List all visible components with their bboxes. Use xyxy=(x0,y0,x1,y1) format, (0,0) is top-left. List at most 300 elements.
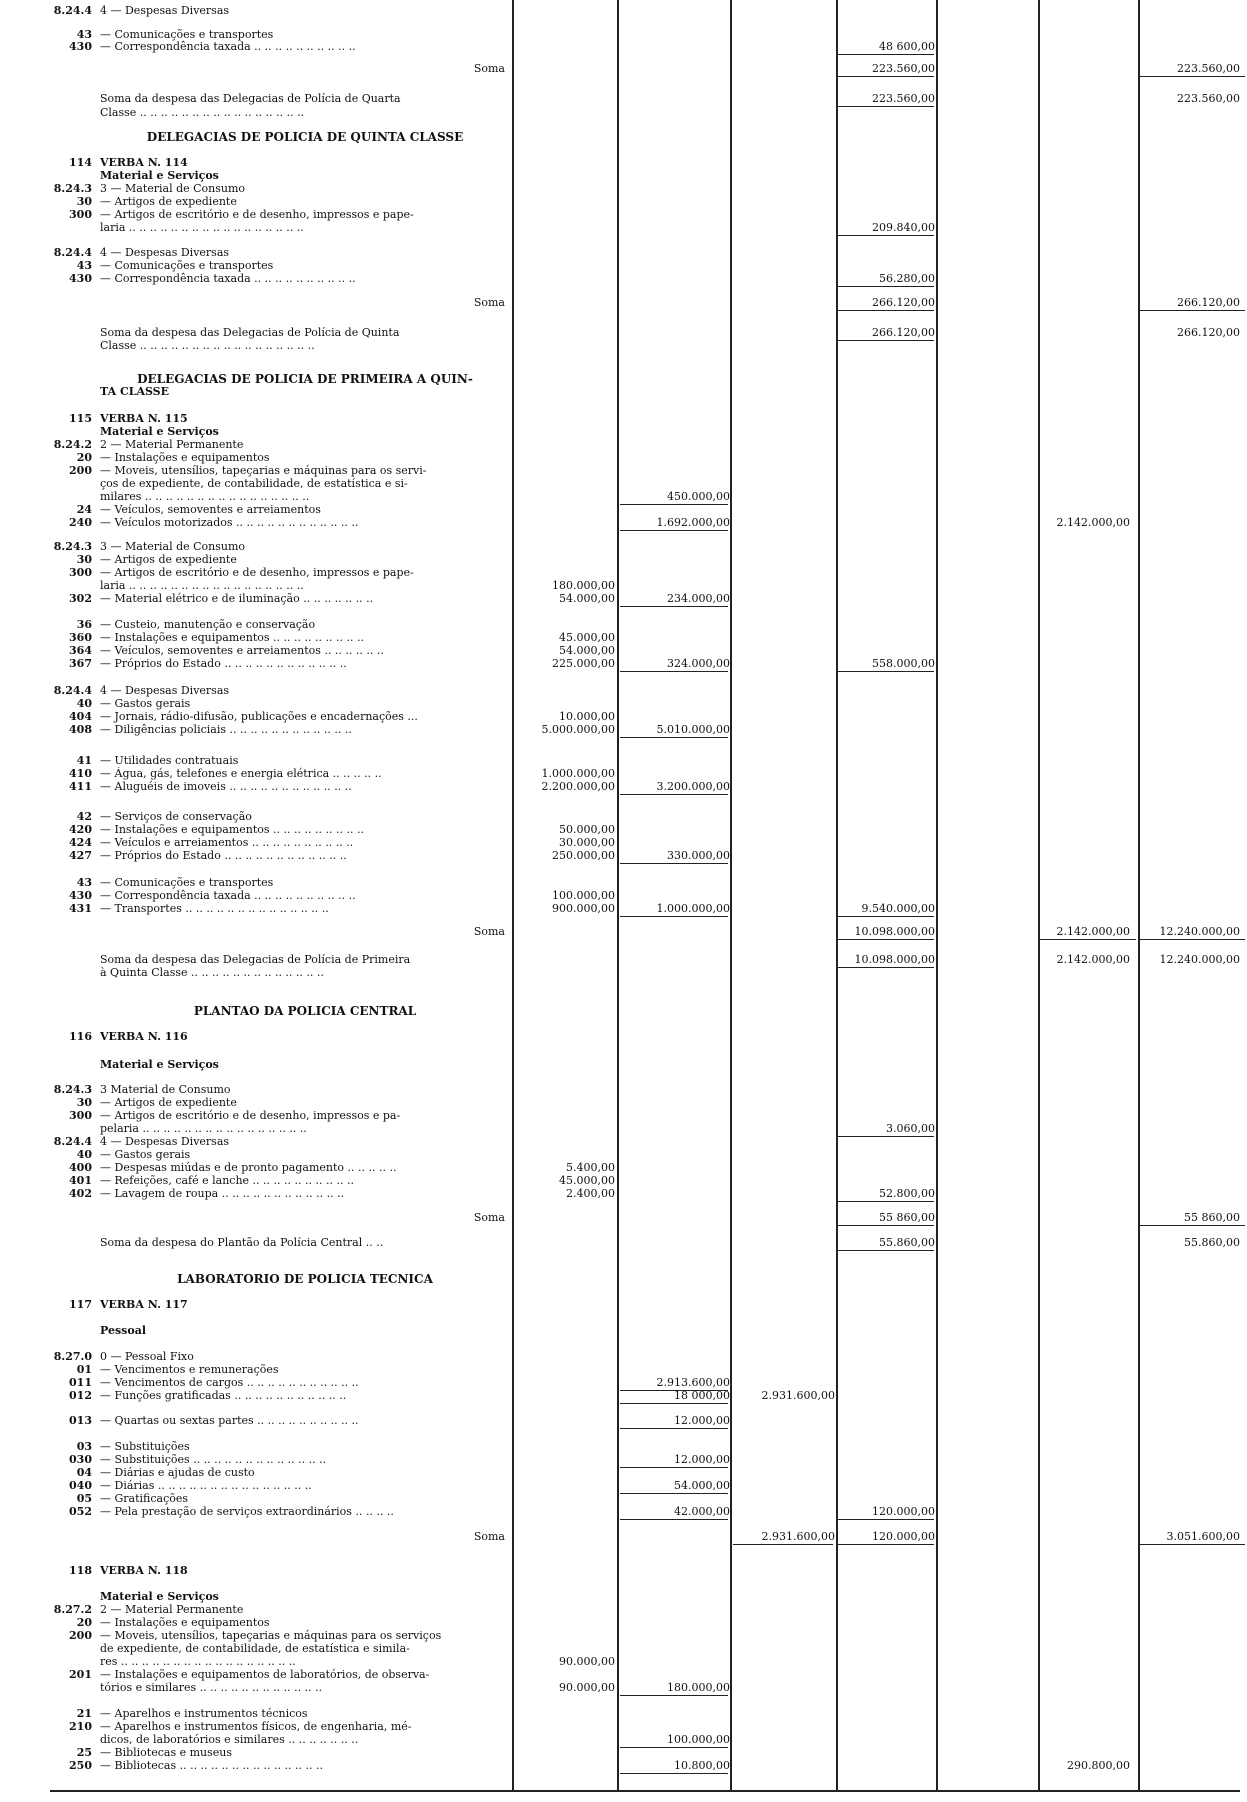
ledger-row xyxy=(0,1505,1247,1519)
item-description: — Artigos de escritório e de desenho, impressos e pape- xyxy=(100,566,414,579)
item-description: — Jornais, rádio-difusão, publicações e encadernações ... xyxy=(100,710,418,723)
ledger-row xyxy=(0,684,1247,698)
item-description: Material e Serviços xyxy=(100,425,219,438)
item-description: — Serviços de conservação xyxy=(100,810,252,823)
item-description: — Aluguéis de imoveis .. .. .. .. .. .. .. .. .. .. .. .. xyxy=(100,780,352,793)
item-code: 030 xyxy=(69,1453,92,1466)
item-description: 2 — Material Permanente xyxy=(100,1603,244,1616)
amount-col-4: 55 860,00 xyxy=(879,1211,935,1224)
ledger-row xyxy=(0,477,1247,491)
item-description: — Moveis, utensílios, tapeçarias e máquinas para os serviços xyxy=(100,1629,442,1642)
ledger-row xyxy=(0,503,1247,517)
ledger-row xyxy=(0,1733,1247,1747)
ledger-row xyxy=(0,657,1247,671)
item-code: 03 xyxy=(76,1440,92,1453)
ledger-row xyxy=(0,889,1247,903)
item-description: — Instalações e equipamentos xyxy=(100,451,270,464)
item-description: — Substituições xyxy=(100,1440,190,1453)
total-underline xyxy=(620,1773,728,1774)
ledger-row xyxy=(0,925,1247,939)
subtotal-label: Soma xyxy=(473,925,505,938)
amount-col-2: 180.000,00 xyxy=(667,1681,730,1694)
subtotal-label: Soma xyxy=(473,62,505,75)
item-description: — Diárias .. .. .. .. .. .. .. .. .. .. .. .. .. .. .. xyxy=(100,1479,312,1492)
item-description: — Comunicações e transportes xyxy=(100,28,274,41)
item-description: VERBA N. 114 xyxy=(100,156,188,169)
item-code: 300 xyxy=(69,566,92,579)
item-code: 116 xyxy=(69,1030,92,1043)
item-code: 430 xyxy=(69,272,92,285)
ledger-row xyxy=(0,106,1247,120)
item-code: 427 xyxy=(69,849,92,862)
ledger-row xyxy=(0,1414,1247,1428)
ledger-row xyxy=(0,1492,1247,1506)
item-code: 360 xyxy=(69,631,92,644)
item-description: — Próprios do Estado .. .. .. .. .. .. .. .. .. .. .. .. xyxy=(100,849,347,862)
ledger-row xyxy=(0,4,1247,18)
amount-col-2: 324.000,00 xyxy=(667,657,730,670)
ledger-row xyxy=(0,1109,1247,1123)
ledger-row xyxy=(0,644,1247,658)
item-code: 430 xyxy=(69,889,92,902)
item-description: — Água, gás, telefones e energia elétrica .. .. .. .. .. xyxy=(100,767,382,780)
amount-col-2: 5.010.000,00 xyxy=(656,723,730,736)
item-description: TA CLASSE xyxy=(100,385,170,398)
item-description: — Moveis, utensílios, tapeçarias e máquinas para os servi- xyxy=(100,464,427,477)
amount-col-4: 120.000,00 xyxy=(872,1505,935,1518)
item-code: 431 xyxy=(69,902,92,915)
total-underline xyxy=(838,310,934,311)
item-description: — Diligências policiais .. .. .. .. .. .. .. .. .. .. .. .. xyxy=(100,723,352,736)
ledger-row xyxy=(0,385,1247,399)
ledger-row xyxy=(0,1466,1247,1480)
item-description: — Aparelhos e instrumentos técnicos xyxy=(100,1707,308,1720)
item-description: — Veículos, semoventes e arreiamentos xyxy=(100,503,321,516)
ledger-row xyxy=(0,1211,1247,1225)
item-code: 250 xyxy=(69,1759,92,1772)
total-underline xyxy=(838,1519,934,1520)
amount-col-2: 330.000,00 xyxy=(667,849,730,862)
item-description: — Instalações e equipamentos .. .. .. .. .. .. .. .. .. xyxy=(100,823,364,836)
item-code: 401 xyxy=(69,1174,92,1187)
item-description: 4 — Despesas Diversas xyxy=(100,1135,230,1148)
item-code: 011 xyxy=(69,1376,92,1389)
item-description: — Quartas ou sextas partes .. .. .. .. .. .. .. .. .. .. xyxy=(100,1414,359,1427)
amount-col-4: 266.120,00 xyxy=(872,296,935,309)
ledger-row xyxy=(0,92,1247,106)
amount-col-5: 2.142.000,00 xyxy=(1056,925,1130,938)
amount-col-1: 45.000,00 xyxy=(559,631,615,644)
ledger-row xyxy=(0,540,1247,554)
subtotal-label: Soma xyxy=(473,1530,505,1543)
item-code: 117 xyxy=(69,1298,92,1311)
ledger-row xyxy=(0,182,1247,196)
item-code: 8.24.2 xyxy=(53,438,92,451)
item-code: 40 xyxy=(76,1148,92,1161)
item-description: — Instalações e equipamentos xyxy=(100,1616,270,1629)
page-bottom-rule xyxy=(50,1790,1240,1792)
item-description: — Gastos gerais xyxy=(100,1148,191,1161)
item-description: Material e Serviços xyxy=(100,1590,219,1603)
item-code: 200 xyxy=(69,1629,92,1642)
item-code: 201 xyxy=(69,1668,92,1681)
ledger-row xyxy=(0,1030,1247,1044)
item-description: — Artigos de expediente xyxy=(100,195,237,208)
item-description: — Substituições .. .. .. .. .. .. .. .. .. .. .. .. .. xyxy=(100,1453,327,1466)
ledger-row xyxy=(0,1616,1247,1630)
ledger-row xyxy=(0,592,1247,606)
total-underline xyxy=(733,1544,833,1545)
item-code: 200 xyxy=(69,464,92,477)
amount-col-2: 10.800,00 xyxy=(674,1759,730,1772)
total-underline xyxy=(1140,939,1245,940)
total-underline xyxy=(1140,310,1245,311)
item-code: 20 xyxy=(76,1616,92,1629)
item-description: — Artigos de expediente xyxy=(100,553,237,566)
ledger-row xyxy=(0,246,1247,260)
ledger-row xyxy=(0,1453,1247,1467)
amount-col-4: 266.120,00 xyxy=(872,326,935,339)
total-underline xyxy=(838,1544,934,1545)
amount-col-1: 90.000,00 xyxy=(559,1655,615,1668)
item-code: 400 xyxy=(69,1161,92,1174)
amount-col-2: 12.000,00 xyxy=(674,1414,730,1427)
ledger-row xyxy=(0,697,1247,711)
item-code: 420 xyxy=(69,823,92,836)
item-description: VERBA N. 115 xyxy=(100,412,188,425)
amount-col-4: 52.800,00 xyxy=(879,1187,935,1200)
amount-col-6: 12.240.000,00 xyxy=(1159,925,1240,938)
ledger-row xyxy=(0,723,1247,737)
item-description: — Despesas miúdas e de pronto pagamento .. .. .. .. .. xyxy=(100,1161,397,1174)
total-underline xyxy=(1140,76,1245,77)
item-code: 210 xyxy=(69,1720,92,1733)
item-code: 30 xyxy=(76,553,92,566)
item-description: — Instalações e equipamentos .. .. .. .. .. .. .. .. .. xyxy=(100,631,364,644)
item-code: 118 xyxy=(69,1564,92,1577)
item-description: — Refeições, café e lanche .. .. .. .. .. .. .. .. .. .. xyxy=(100,1174,354,1187)
amount-col-1: 225.000,00 xyxy=(552,657,615,670)
item-code: 8.24.3 xyxy=(53,182,92,195)
ledger-row xyxy=(0,1236,1247,1250)
item-code: 20 xyxy=(76,451,92,464)
total-underline xyxy=(620,606,728,607)
ledger-row xyxy=(0,1376,1247,1390)
amount-col-4: 10.098.000,00 xyxy=(854,953,935,966)
ledger-row xyxy=(0,1122,1247,1136)
ledger-row xyxy=(0,618,1247,632)
amount-col-1: 250.000,00 xyxy=(552,849,615,862)
ledger-row xyxy=(0,1642,1247,1656)
item-description: 3 — Material de Consumo xyxy=(100,540,246,553)
amount-col-6: 12.240.000,00 xyxy=(1159,953,1240,966)
item-code: 052 xyxy=(69,1505,92,1518)
ledger-row xyxy=(0,1530,1247,1544)
item-code: 8.24.4 xyxy=(53,684,92,697)
item-code: 8.27.0 xyxy=(53,1350,92,1363)
item-description: — Vencimentos de cargos .. .. .. .. .. .. .. .. .. .. .. xyxy=(100,1376,359,1389)
amount-col-1: 45.000,00 xyxy=(559,1174,615,1187)
ledger-row xyxy=(0,1564,1247,1578)
total-underline xyxy=(838,1201,934,1202)
item-description: — Artigos de escritório e de desenho, impressos e pape- xyxy=(100,208,414,221)
ledger-row xyxy=(0,810,1247,824)
item-description: — Diárias e ajudas de custo xyxy=(100,1466,255,1479)
item-code: 8.27.2 xyxy=(53,1603,92,1616)
item-code: 300 xyxy=(69,208,92,221)
item-code: 040 xyxy=(69,1479,92,1492)
total-underline xyxy=(620,1519,728,1520)
item-description: — Comunicações e transportes xyxy=(100,876,274,889)
amount-col-2: 100.000,00 xyxy=(667,1733,730,1746)
amount-col-6: 266.120,00 xyxy=(1177,296,1240,309)
ledger-row xyxy=(0,876,1247,890)
ledger-row xyxy=(0,490,1247,504)
item-code: 300 xyxy=(69,1109,92,1122)
amount-col-1: 1.000.000,00 xyxy=(541,767,615,780)
item-description: Soma da despesa das Delegacias de Polícia de Quinta xyxy=(100,326,400,339)
total-underline xyxy=(838,76,934,77)
item-description: — Gastos gerais xyxy=(100,697,191,710)
amount-col-4: 3.060,00 xyxy=(886,1122,935,1135)
item-description: 2 — Material Permanente xyxy=(100,438,244,451)
item-description: tórios e similares .. .. .. .. .. .. .. .. .. .. .. .. xyxy=(100,1681,323,1694)
total-underline xyxy=(620,916,728,917)
item-code: 8.24.4 xyxy=(53,246,92,259)
total-underline xyxy=(1140,1225,1245,1226)
amount-col-1: 90.000,00 xyxy=(559,1681,615,1694)
item-description: Soma da despesa do Plantão da Polícia Central .. .. xyxy=(100,1236,384,1249)
ledger-row xyxy=(0,1655,1247,1669)
item-description: VERBA N. 117 xyxy=(100,1298,188,1311)
amount-col-2: 18 000,00 xyxy=(674,1389,730,1402)
total-underline xyxy=(838,286,934,287)
ledger-row xyxy=(0,208,1247,222)
item-code: 367 xyxy=(69,657,92,670)
ledger-row xyxy=(0,156,1247,170)
item-code: 30 xyxy=(76,1096,92,1109)
ledger-row xyxy=(0,425,1247,439)
item-description: — Correspondência taxada .. .. .. .. .. .. .. .. .. .. xyxy=(100,889,356,902)
ledger-row xyxy=(0,40,1247,54)
item-code: 04 xyxy=(76,1466,92,1479)
item-code: 8.24.4 xyxy=(53,4,92,17)
amount-col-6: 223.560,00 xyxy=(1177,92,1240,105)
item-description: 4 — Despesas Diversas xyxy=(100,246,230,259)
amount-col-1: 10.000,00 xyxy=(559,710,615,723)
item-description: 3 — Material de Consumo xyxy=(100,182,246,195)
ledger-row xyxy=(0,62,1247,76)
item-code: 364 xyxy=(69,644,92,657)
item-code: 21 xyxy=(76,1707,92,1720)
section-heading: DELEGACIAS DE POLICIA DE PRIMEIRA A QUIN- xyxy=(137,372,473,386)
item-description: 4 — Despesas Diversas xyxy=(100,4,230,17)
item-description: 3 Material de Consumo xyxy=(100,1083,231,1096)
ledger-row xyxy=(0,1058,1247,1072)
amount-col-5: 2.142.000,00 xyxy=(1056,516,1130,529)
amount-col-6: 55.860,00 xyxy=(1184,1236,1240,1249)
amount-col-4: 223.560,00 xyxy=(872,62,935,75)
amount-col-3: 2.931.600,00 xyxy=(761,1389,835,1402)
item-code: 8.24.4 xyxy=(53,1135,92,1148)
amount-col-1: 5.000.000,00 xyxy=(541,723,615,736)
ledger-row xyxy=(0,1603,1247,1617)
item-code: 302 xyxy=(69,592,92,605)
item-description: VERBA N. 116 xyxy=(100,1030,188,1043)
item-code: 115 xyxy=(69,412,92,425)
ledger-row xyxy=(0,1389,1247,1403)
ledger-row xyxy=(0,1668,1247,1682)
amount-col-1: 2.200.000,00 xyxy=(541,780,615,793)
ledger-row xyxy=(0,767,1247,781)
total-underline xyxy=(838,916,934,917)
ledger-row xyxy=(0,849,1247,863)
total-underline xyxy=(838,1225,934,1226)
item-description: laria .. .. .. .. .. .. .. .. .. .. .. .. .. .. .. .. .. xyxy=(100,579,304,592)
section-heading: LABORATORIO DE POLICIA TECNICA xyxy=(177,1272,433,1286)
ledger-row xyxy=(0,221,1247,235)
amount-col-4: 56.280,00 xyxy=(879,272,935,285)
item-description: pelaria .. .. .. .. .. .. .. .. .. .. .. .. .. .. .. .. xyxy=(100,1122,307,1135)
item-code: 411 xyxy=(69,780,92,793)
total-underline xyxy=(620,794,728,795)
total-underline xyxy=(620,737,728,738)
item-code: 43 xyxy=(76,876,92,889)
total-underline xyxy=(620,863,728,864)
item-description: Classe .. .. .. .. .. .. .. .. .. .. .. .. .. .. .. .. xyxy=(100,106,305,119)
ledger-row xyxy=(0,1590,1247,1604)
amount-col-2: 12.000,00 xyxy=(674,1453,730,1466)
amount-col-4: 223.560,00 xyxy=(872,92,935,105)
item-code: 8.24.3 xyxy=(53,540,92,553)
ledger-row xyxy=(0,1272,1247,1286)
item-code: 012 xyxy=(69,1389,92,1402)
amount-col-2: 1.000.000,00 xyxy=(656,902,730,915)
item-code: 408 xyxy=(69,723,92,736)
ledger-row xyxy=(0,372,1247,386)
total-underline xyxy=(838,235,934,236)
item-description: Soma da despesa das Delegacias de Polícia de Primeira xyxy=(100,953,411,966)
item-description: — Transportes .. .. .. .. .. .. .. .. .. .. .. .. .. .. xyxy=(100,902,329,915)
amount-col-4: 55.860,00 xyxy=(879,1236,935,1249)
item-description: Soma da despesa das Delegacias de Polícia de Quarta xyxy=(100,92,401,105)
ledger-row xyxy=(0,1148,1247,1162)
amount-col-1: 5.400,00 xyxy=(566,1161,615,1174)
amount-col-4: 48 600,00 xyxy=(879,40,935,53)
amount-col-6: 55 860,00 xyxy=(1184,1211,1240,1224)
total-underline xyxy=(838,54,934,55)
item-description: — Veículos e arreiamentos .. .. .. .. .. .. .. .. .. .. xyxy=(100,836,354,849)
item-code: 43 xyxy=(76,259,92,272)
item-description: Material e Serviços xyxy=(100,169,219,182)
item-code: 013 xyxy=(69,1414,92,1427)
item-description: res .. .. .. .. .. .. .. .. .. .. .. .. .. .. .. .. .. xyxy=(100,1655,296,1668)
total-underline xyxy=(620,671,728,672)
amount-col-2: 54.000,00 xyxy=(674,1479,730,1492)
amount-col-1: 54.000,00 xyxy=(559,644,615,657)
amount-col-1: 30.000,00 xyxy=(559,836,615,849)
amount-col-1: 900.000,00 xyxy=(552,902,615,915)
ledger-row xyxy=(0,195,1247,209)
item-code: 36 xyxy=(76,618,92,631)
item-description: — Funções gratificadas .. .. .. .. .. .. .. .. .. .. .. xyxy=(100,1389,347,1402)
item-description: Material e Serviços xyxy=(100,1058,219,1071)
item-description: — Lavagem de roupa .. .. .. .. .. .. .. .. .. .. .. .. xyxy=(100,1187,345,1200)
item-description: — Aparelhos e instrumentos físicos, de engenharia, mé- xyxy=(100,1720,412,1733)
ledger-row xyxy=(0,326,1247,340)
ledger-row xyxy=(0,259,1247,273)
item-description: Classe .. .. .. .. .. .. .. .. .. .. .. .. .. .. .. .. .. xyxy=(100,339,315,352)
item-code: 41 xyxy=(76,754,92,767)
total-underline xyxy=(620,1428,728,1429)
ledger-row xyxy=(0,1746,1247,1760)
item-description: — Material elétrico e de iluminação .. .. .. .. .. .. .. xyxy=(100,592,374,605)
amount-col-2: 2.913.600,00 xyxy=(656,1376,730,1389)
item-code: 05 xyxy=(76,1492,92,1505)
amount-col-4: 209.840,00 xyxy=(872,221,935,234)
ledger-row xyxy=(0,438,1247,452)
total-underline xyxy=(838,671,934,672)
ledger-row xyxy=(0,1083,1247,1097)
ledger-row xyxy=(0,1440,1247,1454)
amount-col-5: 290.800,00 xyxy=(1067,1759,1130,1772)
ledger-row xyxy=(0,339,1247,353)
section-heading: DELEGACIAS DE POLICIA DE QUINTA CLASSE xyxy=(146,130,464,144)
amount-col-2: 234.000,00 xyxy=(667,592,730,605)
ledger-row xyxy=(0,902,1247,916)
ledger-row xyxy=(0,451,1247,465)
total-underline xyxy=(1140,1544,1245,1545)
ledger-row xyxy=(0,1363,1247,1377)
item-description: — Pela prestação de serviços extraordinários .. .. .. .. xyxy=(100,1505,394,1518)
ledger-row xyxy=(0,1004,1247,1018)
amount-col-1: 100.000,00 xyxy=(552,889,615,902)
item-description: ços de expediente, de contabilidade, de estatística e si- xyxy=(100,477,408,490)
item-description: — Veículos motorizados .. .. .. .. .. .. .. .. .. .. .. .. xyxy=(100,516,359,529)
ledger-row xyxy=(0,169,1247,183)
item-code: 8.24.3 xyxy=(53,1083,92,1096)
item-description: — Correspondência taxada .. .. .. .. .. .. .. .. .. .. xyxy=(100,272,356,285)
item-description: — Bibliotecas .. .. .. .. .. .. .. .. .. .. .. .. .. .. xyxy=(100,1759,323,1772)
item-code: 114 xyxy=(69,156,92,169)
ledger-row xyxy=(0,412,1247,426)
item-description: — Bibliotecas e museus xyxy=(100,1746,232,1759)
ledger-row xyxy=(0,579,1247,593)
item-description: — Instalações e equipamentos de laboratórios, de observa- xyxy=(100,1668,430,1681)
item-description: 4 — Despesas Diversas xyxy=(100,684,230,697)
amount-col-2: 3.200.000,00 xyxy=(656,780,730,793)
item-description: — Veículos, semoventes e arreiamentos .. .. .. .. .. .. xyxy=(100,644,384,657)
item-code: 402 xyxy=(69,1187,92,1200)
ledger-row xyxy=(0,1720,1247,1734)
amount-col-1: 180.000,00 xyxy=(552,579,615,592)
item-description: — Comunicações e transportes xyxy=(100,259,274,272)
amount-col-2: 450.000,00 xyxy=(667,490,730,503)
amount-col-4: 10.098.000,00 xyxy=(854,925,935,938)
item-code: 404 xyxy=(69,710,92,723)
amount-col-2: 42.000,00 xyxy=(674,1505,730,1518)
amount-col-2: 1.692.000,00 xyxy=(656,516,730,529)
item-code: 430 xyxy=(69,40,92,53)
ledger-row xyxy=(0,566,1247,580)
item-description: dicos, de laboratórios e similares .. .. .. .. .. .. .. xyxy=(100,1733,359,1746)
item-description: milares .. .. .. .. .. .. .. .. .. .. .. .. .. .. .. .. xyxy=(100,490,310,503)
item-description: — Próprios do Estado .. .. .. .. .. .. .. .. .. .. .. .. xyxy=(100,657,347,670)
ledger-row xyxy=(0,710,1247,724)
amount-col-1: 50.000,00 xyxy=(559,823,615,836)
total-underline xyxy=(620,1403,728,1404)
amount-col-4: 120.000,00 xyxy=(872,1530,935,1543)
